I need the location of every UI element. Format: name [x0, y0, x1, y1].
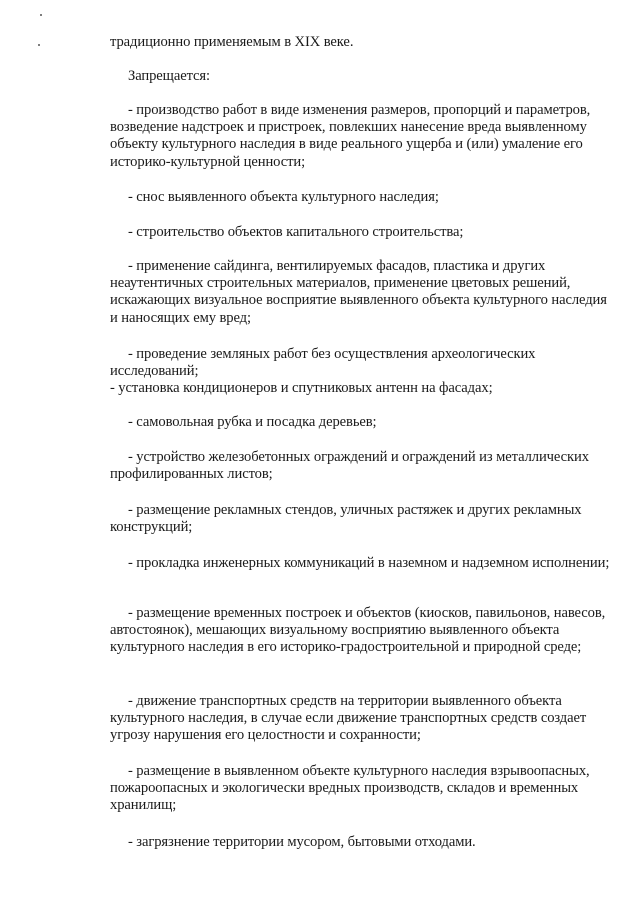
- prohibition-item: - прокладка инженерных коммуникаций в наземном и надземном исполнении;: [128, 555, 610, 571]
- prohibition-item: - движение транспортных средств на территории выявленного объекта культурного наследия, в случае если движение транспортных средств создает угрозу нарушения его целостности и сохранности;: [110, 693, 587, 744]
- prohibition-item: - размещение временных построек и объектов (киосков, павильонов, навесов, автостоянок), мешающих визуальному восприятию выявленного объекта культурного наследия в его историко-градостроительной и природной среде;: [110, 605, 606, 656]
- scan-speck: [38, 44, 40, 46]
- prohibition-item: - самовольная рубка и посадка деревьев;: [128, 414, 377, 430]
- prohibition-item: - установка кондиционеров и спутниковых антенн на фасадах;: [110, 380, 493, 396]
- prohibition-item: - размещение рекламных стендов, уличных растяжек и других рекламных конструкций;: [110, 502, 582, 536]
- prohibition-item: - размещение в выявленном объекте культурного наследия взрывоопасных, пожароопасных и экологически вредных производств, складов и временных хранилищ;: [110, 763, 590, 814]
- prohibition-item: - строительство объектов капитального строительства;: [128, 224, 464, 240]
- prohibition-item: - устройство железобетонных ограждений и ограждений из металлических профилированных листов;: [110, 449, 589, 483]
- prohibition-item: - проведение земляных работ без осуществления археологических исследований;: [110, 346, 536, 380]
- scan-speck: [40, 14, 42, 16]
- continuation-line: традиционно применяемым в XIX веке.: [110, 34, 354, 50]
- prohibition-item: - загрязнение территории мусором, бытовыми отходами.: [128, 834, 476, 850]
- prohibitions-heading: Запрещается:: [128, 68, 210, 84]
- prohibition-item: - производство работ в виде изменения размеров, пропорций и параметров, возведение надстроек и пристроек, повлекших нанесение вреда выявленному объекту культурного наследия в виде реального ущерба и (или) умаление его историко-культурной ценности;: [110, 102, 591, 170]
- prohibition-item: - применение сайдинга, вентилируемых фасадов, пластика и других неаутентичных строительных материалов, применение цветовых решений, искажающих визуальное восприятие выявленного объекта культурного наследия и наносящих ему вред;: [110, 258, 607, 326]
- prohibition-item: - снос выявленного объекта культурного наследия;: [128, 189, 439, 205]
